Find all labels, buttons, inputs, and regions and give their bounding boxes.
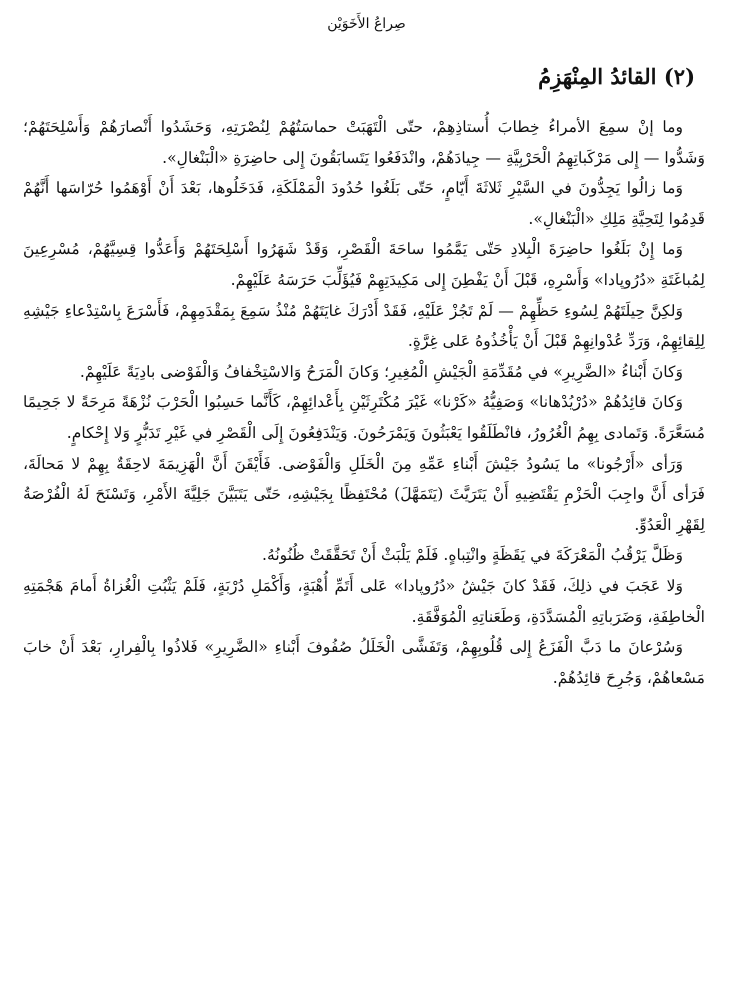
running-header: صِراعُ الأَخَوَيْن xyxy=(327,16,406,32)
chapter-body xyxy=(23,112,705,693)
paragraph: وَلا عَجَبَ في ذلِكَ، فَقَدْ كانَ جَيْشُ «دُرُوپادا» عَلى أَتَمِّ أُهْبَةٍ، وَأَكْمَلِ دُرْبَةٍ، فَلَمْ يَثْبُتِ الْغُزاةُ أَمامَ هَجْمَتِهِ الْخاطِفَةِ، وَضَرَباتِهِ الْمُسَدَّدَةِ، وَطَعَناتِهِ الْمُوَفَّقَةِ. xyxy=(23,576,705,626)
paragraph: وَظَلَّ يَرْقُبُ الْمَعْرَكَةَ في يَقَظَةٍ وانْتِباهٍ. فَلَمْ يَلْبَثْ أَنْ تَحَقَّقَتْ ظُنُونُهُ. xyxy=(262,546,683,565)
paragraph: وَرَأى «أَرْجُونا» ما يَسُودُ جَيْشَ أَبْناءِ عَمِّهِ مِنَ الْخَلَلِ وَالْفَوْضى. فَأَيْقَنَ أَنَّ الْهَزِيمَةَ لاحِقَةٌ بِهِمْ لا مَحالَةَ، فَرَأى أَنَّ واجِبَ الْحَزْمِ يَقْتَضِيهِ أَنْ يَتَرَيَّثَ (يَتَمَهَّلَ) مُحْتَفِظًا بِجَيْشِهِ، حَتّى يَتَبَيَّنَ جَلِيَّةَ الأَمْرِ، وَتَسْنَحَ لَهُ الْفُرْصَةُ لِقَهْرِ الْعَدُوِّ. xyxy=(23,454,705,534)
paragraph: وَما زالُوا يَجِدُّونَ في السَّيْرِ ثَلاثَةَ أَيّامٍ، حَتّى بَلَغُوا حُدُودَ الْمَمْلَكَةِ، فَدَخَلُوها، بَعْدَ أَنْ أَوْهَمُوا حُرّاسَها أَنَّهُمْ قَدِمُوا لِتَحِيَّةِ مَلِكِ «الْبَنْغالِ». xyxy=(23,179,705,228)
chapter-title: (٢) القائدُ المِنْهَزِمُ xyxy=(538,64,695,89)
paragraph: وَكانَ أَبْناءُ «الضَّرِيرِ» في مُقَدِّمَةِ الْجَيْشِ الْمُغِيرِ؛ وَكانَ الْمَرَحُ وَالاسْتِخْفافُ وَالْفَوْضى بادِيَةً عَلَيْهِمْ. xyxy=(79,362,683,381)
paragraph: وَما إِنْ بَلَغُوا حاضِرَةَ الْبِلادِ حَتّى يَمَّمُوا ساحَةَ الْقَصْرِ، وَقَدْ شَهَرُوا أَسْلِحَتَهُمْ وَأَعَدُّوا قِسِيَّهُمْ، مُسْرِعِينَ لِمُباغَتَةِ «دُرُوپادا» وَأَسْرِهِ، قَبْلَ أَنْ يَفْطِنَ إِلى مَكِيدَتِهِمْ فَيُؤَلِّبَ حَرَسَهُ عَلَيْهِمْ. xyxy=(23,240,705,289)
paragraph: وَكانَ قائِدُهُمْ «دُرْيُدْهانا» وَصَفِيُّهُ «كَرْنا» غَيْرَ مُكْتَرِثَيْنِ بِأَعْدائِهِمْ، كَأَنَّما حَسِبُوا الْحَرْبَ نُزْهَةً مَرِحَةً لا جَحِيمًا مُسَعَّرَةً. وَتَمادى بِهِمُ الْغُرُورُ، فانْطَلَقُوا يَعْبَثُونَ وَيَمْرَحُونَ. وَيَنْدَفِعُونَ إِلَى الْقَصْرِ في غَيْرِ تَدَبُّرٍ وَلا إِحْكامٍ. xyxy=(23,393,705,442)
paragraph: وَسُرْعانَ ما دَبَّ الْفَزَعُ إِلى قُلُوبِهِمْ، وَتَفَشَّى الْخَلَلُ صُفُوفَ أَبْناءِ «الضَّرِيرِ» فَلاذُوا بِالْفِرارِ، بَعْدَ أَنْ خابَ مَسْعاهُمْ، وَجُرِحَ قائِدُهُمْ. xyxy=(23,638,705,687)
paragraph: وما إنْ سمِعَ الأمراءُ خِطابَ أُستاذِهِمْ، حتّى الْتَهَبَتْ حماسَتُهُمْ لِنُصْرَتِهِ، وَحَشَدُوا أَنْصارَهُمْ وَأَسْلِحَتَهُمْ؛ وَشَدُّوا — إِلى مَرْكَباتِهِمُ الْحَرْبِيَّةِ — جِيادَهُمْ، وانْدَفَعُوا يَتَسابَقُونَ إِلى حاضِرَةِ «الْبَنْغالِ». xyxy=(23,118,705,167)
paragraph: وَلكِنَّ حِيلَتَهُمْ لِسُوءِ حَظِّهِمْ — لَمْ تَجُزْ عَلَيْهِ، فَقَدْ أَدْرَكَ غايَتَهُمْ مُنْذُ سَمِعَ بِمَقْدَمِهِمْ، فَأَسْرَعَ بِاسْتِدْعاءِ جَيْشِهِ لِلِقائِهِمْ، وَرَدِّ عُدْوانِهِمْ قَبْلَ أَنْ يَأْخُذُوهُ عَلى غِرَّةٍ. xyxy=(23,301,705,351)
